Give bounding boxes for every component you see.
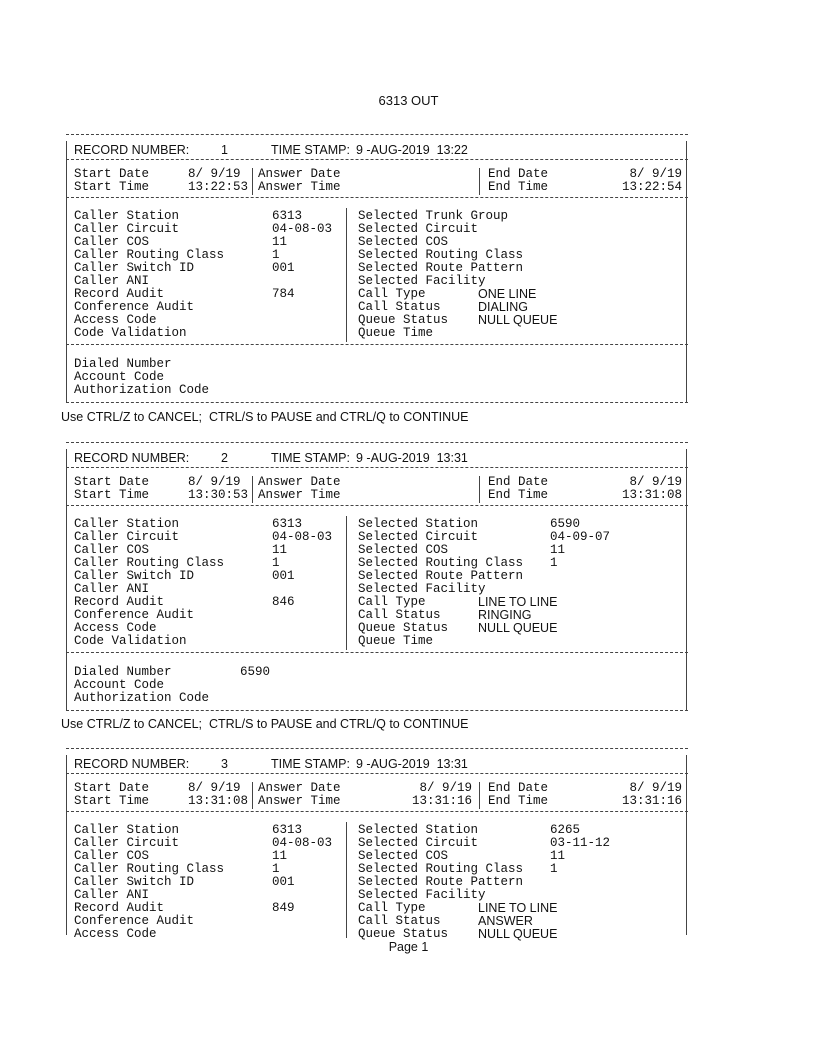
end-time-label: End Time [488, 794, 549, 808]
call-status-label: Call Status [358, 300, 441, 314]
answer-time-value: 13:31:16 [411, 794, 472, 808]
call-type-value: LINE TO LINE [478, 595, 558, 609]
account-code-label: Account Code [74, 678, 165, 692]
caller-circuit-label: Caller Circuit [74, 836, 180, 850]
selected-station-value: 6265 [550, 823, 581, 837]
selected-route-pattern-label: Selected Route Pattern [358, 875, 524, 889]
record-number-value: 2 [221, 451, 228, 465]
selected-first-label: Selected Trunk Group [358, 209, 509, 223]
selected-routing-class-label: Selected Routing Class [358, 556, 524, 570]
time-stamp-label: TIME STAMP: [271, 143, 350, 157]
time-stamp-label: TIME STAMP: [271, 451, 350, 465]
code-validation-label: Code Validation [74, 326, 187, 340]
call-record-3 [66, 748, 688, 941]
start-date-value: 8/ 9/19 [188, 781, 241, 795]
caller-station-label: Caller Station [74, 209, 180, 223]
caller-station-value: 6313 [272, 209, 303, 223]
time-stamp-value: 9 -AUG-2019 13:31 [356, 757, 468, 771]
caller-station-label: Caller Station [74, 517, 180, 531]
queue-status-value: NULL QUEUE [478, 927, 558, 941]
start-time-value: 13:31:08 [188, 794, 249, 808]
selected-facility-label: Selected Facility [358, 582, 486, 596]
time-stamp-label: TIME STAMP: [271, 757, 350, 771]
call-type-label: Call Type [358, 901, 426, 915]
caller-ani-label: Caller ANI [74, 274, 150, 288]
selected-first-label: Selected Station [358, 517, 479, 531]
record-number-label: RECORD NUMBER: [74, 757, 190, 771]
start-date-label: Start Date [74, 475, 150, 489]
selected-routing-class-label: Selected Routing Class [358, 862, 524, 876]
selected-cos-label: Selected COS [358, 543, 449, 557]
call-type-label: Call Type [358, 595, 426, 609]
authorization-code-label: Authorization Code [74, 691, 210, 705]
conference-audit-label: Conference Audit [74, 300, 195, 314]
caller-cos-label: Caller COS [74, 543, 150, 557]
start-date-label: Start Date [74, 167, 150, 181]
record-audit-value: 849 [272, 901, 295, 915]
record-number-label: RECORD NUMBER: [74, 143, 190, 157]
call-status-value: ANSWER [478, 914, 533, 928]
selected-facility-label: Selected Facility [358, 888, 486, 902]
authorization-code-label: Authorization Code [74, 383, 210, 397]
caller-routing-class-value: 1 [272, 862, 280, 876]
end-time-label: End Time [488, 488, 549, 502]
start-time-label: Start Time [74, 488, 150, 502]
end-date-label: End Date [488, 167, 549, 181]
access-code-label: Access Code [74, 621, 157, 635]
selected-circuit-value: 03-11-12 [550, 836, 611, 850]
selected-cos-value: 11 [550, 849, 566, 863]
call-record-1 [66, 134, 688, 406]
answer-time-label: Answer Time [258, 794, 341, 808]
access-code-label: Access Code [74, 313, 157, 327]
record-audit-label: Record Audit [74, 287, 165, 301]
record-number-value: 3 [221, 757, 228, 771]
caller-cos-value: 11 [272, 543, 288, 557]
account-code-label: Account Code [74, 370, 165, 384]
start-time-label: Start Time [74, 180, 150, 194]
record-number-label: RECORD NUMBER: [74, 451, 190, 465]
caller-station-value: 6313 [272, 517, 303, 531]
record-number-value: 1 [221, 143, 228, 157]
start-time-value: 13:30:53 [188, 488, 249, 502]
selected-cos-label: Selected COS [358, 849, 449, 863]
caller-routing-class-label: Caller Routing Class [74, 248, 225, 262]
end-time-value: 13:31:08 [621, 488, 682, 502]
start-time-value: 13:22:53 [188, 180, 249, 194]
caller-circuit-label: Caller Circuit [74, 222, 180, 236]
call-status-value: DIALING [478, 300, 529, 314]
code-validation-label: Code Validation [74, 634, 187, 648]
caller-switch-id-value: 001 [272, 261, 295, 275]
caller-ani-label: Caller ANI [74, 888, 150, 902]
queue-status-value: NULL QUEUE [478, 621, 558, 635]
queue-time-label: Queue Time [358, 634, 434, 648]
dialed-number-value: 6590 [240, 665, 271, 679]
caller-circuit-value: 04-08-03 [272, 530, 333, 544]
dialed-number-label: Dialed Number [74, 665, 172, 679]
end-time-value: 13:31:16 [621, 794, 682, 808]
selected-route-pattern-label: Selected Route Pattern [358, 261, 524, 275]
answer-date-label: Answer Date [258, 475, 341, 489]
record-audit-label: Record Audit [74, 595, 165, 609]
caller-station-label: Caller Station [74, 823, 180, 837]
call-record-2 [66, 442, 688, 714]
time-stamp-value: 9 -AUG-2019 13:31 [356, 451, 468, 465]
record-audit-value: 846 [272, 595, 295, 609]
caller-switch-id-value: 001 [272, 569, 295, 583]
record-audit-label: Record Audit [74, 901, 165, 915]
control-instructions: Use CTRL/Z to CANCEL; CTRL/S to PAUSE and CTRL/Q to CONTINUE [61, 410, 469, 424]
selected-circuit-value: 04-09-07 [550, 530, 611, 544]
queue-status-label: Queue Status [358, 621, 449, 635]
caller-routing-class-value: 1 [272, 248, 280, 262]
caller-circuit-value: 04-08-03 [272, 836, 333, 850]
selected-circuit-label: Selected Circuit [358, 530, 479, 544]
selected-routing-class-value: 1 [550, 862, 558, 876]
end-date-value: 8/ 9/19 [629, 167, 682, 181]
caller-switch-id-label: Caller Switch ID [74, 569, 195, 583]
selected-circuit-label: Selected Circuit [358, 836, 479, 850]
caller-cos-value: 11 [272, 849, 288, 863]
selected-route-pattern-label: Selected Route Pattern [358, 569, 524, 583]
control-instructions: Use CTRL/Z to CANCEL; CTRL/S to PAUSE and CTRL/Q to CONTINUE [61, 717, 469, 731]
queue-status-label: Queue Status [358, 313, 449, 327]
start-date-value: 8/ 9/19 [188, 475, 241, 489]
end-date-value: 8/ 9/19 [629, 475, 682, 489]
caller-switch-id-value: 001 [272, 875, 295, 889]
document-title: 6313 OUT [378, 93, 439, 108]
time-stamp-value: 9 -AUG-2019 13:22 [356, 143, 468, 157]
conference-audit-label: Conference Audit [74, 914, 195, 928]
selected-first-label: Selected Station [358, 823, 479, 837]
conference-audit-label: Conference Audit [74, 608, 195, 622]
answer-date-value: 8/ 9/19 [419, 781, 472, 795]
record-audit-value: 784 [272, 287, 295, 301]
call-status-label: Call Status [358, 914, 441, 928]
answer-time-label: Answer Time [258, 180, 341, 194]
caller-switch-id-label: Caller Switch ID [74, 875, 195, 889]
caller-cos-value: 11 [272, 235, 288, 249]
end-time-label: End Time [488, 180, 549, 194]
caller-station-value: 6313 [272, 823, 303, 837]
end-time-value: 13:22:54 [621, 180, 682, 194]
caller-routing-class-label: Caller Routing Class [74, 862, 225, 876]
caller-switch-id-label: Caller Switch ID [74, 261, 195, 275]
queue-status-value: NULL QUEUE [478, 313, 558, 327]
selected-routing-class-value: 1 [550, 556, 558, 570]
call-status-value: RINGING [478, 608, 532, 622]
caller-circuit-value: 04-08-03 [272, 222, 333, 236]
queue-time-label: Queue Time [358, 326, 434, 340]
answer-date-label: Answer Date [258, 781, 341, 795]
call-type-value: ONE LINE [478, 287, 537, 301]
call-type-value: LINE TO LINE [478, 901, 558, 915]
start-time-label: Start Time [74, 794, 150, 808]
end-date-label: End Date [488, 781, 549, 795]
call-status-label: Call Status [358, 608, 441, 622]
selected-circuit-label: Selected Circuit [358, 222, 479, 236]
start-date-label: Start Date [74, 781, 150, 795]
queue-status-label: Queue Status [358, 927, 449, 941]
answer-time-label: Answer Time [258, 488, 341, 502]
end-date-value: 8/ 9/19 [629, 781, 682, 795]
caller-cos-label: Caller COS [74, 849, 150, 863]
call-type-label: Call Type [358, 287, 426, 301]
selected-cos-value: 11 [550, 543, 566, 557]
page-number: Page 1 [388, 940, 429, 954]
caller-routing-class-value: 1 [272, 556, 280, 570]
caller-circuit-label: Caller Circuit [74, 530, 180, 544]
access-code-label: Access Code [74, 927, 157, 941]
selected-facility-label: Selected Facility [358, 274, 486, 288]
caller-cos-label: Caller COS [74, 235, 150, 249]
answer-date-label: Answer Date [258, 167, 341, 181]
dialed-number-label: Dialed Number [74, 357, 172, 371]
start-date-value: 8/ 9/19 [188, 167, 241, 181]
selected-routing-class-label: Selected Routing Class [358, 248, 524, 262]
caller-routing-class-label: Caller Routing Class [74, 556, 225, 570]
caller-ani-label: Caller ANI [74, 582, 150, 596]
end-date-label: End Date [488, 475, 549, 489]
selected-station-value: 6590 [550, 517, 581, 531]
selected-cos-label: Selected COS [358, 235, 449, 249]
